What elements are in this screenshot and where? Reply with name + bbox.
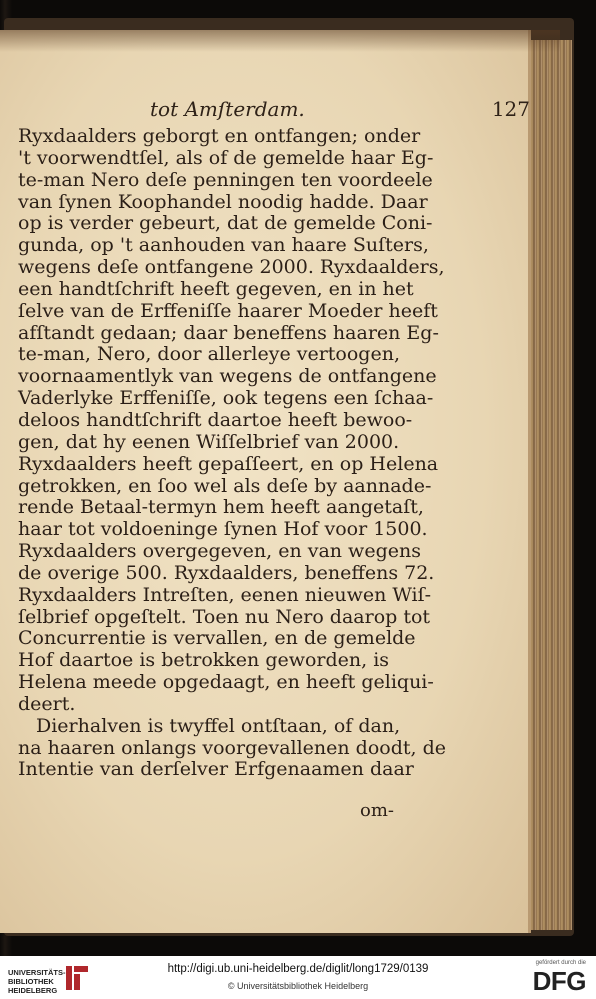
dfg-logo[interactable]: DFG — [532, 966, 586, 996]
text-line: een handtſchrift heeft gegeven, en in het — [18, 277, 414, 300]
text-line: deloos handtſchrift daartoe heeft bewoo- — [18, 408, 413, 431]
text-line: ſelve van de Erffeniſſe haarer Moeder heeft — [18, 299, 438, 322]
body-text — [18, 125, 447, 781]
text-line: van ſynen Koophandel noodig hadde. Daar — [18, 190, 428, 213]
text-line: gen, dat hy eenen Wiſſelbrief van 2000. — [18, 430, 400, 453]
text-line: de overige 500. Ryxdaalders, beneffens 72. — [18, 561, 435, 584]
text-line: wegens deſe ontfangene 2000. Ryxdaalders, — [18, 256, 445, 279]
text-line: Ryxdaalders Intreſten, eenen nieuwen Wiſ- — [18, 583, 432, 606]
page-number: 127 — [491, 97, 530, 121]
text-line: Ryxdaalders overgegeven, en van wegens — [18, 540, 421, 563]
text-line: ſelbrief opgeſtelt. Toen nu Nero daarop tot — [18, 605, 431, 628]
text-line: afſtandt gedaan; daar beneffens haaren Eg- — [18, 321, 439, 344]
text-line: Dierhalven is twyffel ontſtaan, of dan, — [36, 714, 401, 737]
text-line: getrokken, en ſoo wel als deſe by aannade- — [18, 474, 432, 497]
funded-by-label: gefördert durch die — [535, 960, 586, 966]
text-line: te-man Nero deſe penningen ten voordeele — [18, 168, 433, 191]
text-line: Ryxdaalders heeft gepaſſeert, en op Helena — [18, 452, 439, 475]
institution-name: UNIVERSITÄTS-BIBLIOTHEK HEIDELBERG — [8, 968, 66, 995]
text-line: haar tot voldoeninge ſynen Hof voor 1500. — [18, 518, 428, 541]
text-line: deert. — [18, 692, 76, 715]
document-url[interactable]: http://digi.ub.uni-heidelberg.de/diglit/long1729/0139 — [167, 963, 429, 975]
text-line: Intentie van derſelver Erfgenaamen daar — [18, 758, 414, 781]
copyright-notice: © Universitätsbibliothek Heidelberg — [227, 981, 369, 991]
text-line: te-man, Nero, door allerleye vertoogen, — [18, 343, 400, 366]
text-line: Vaderlyke Erffeniſſe, ook tegens een ſchaa- — [18, 387, 434, 410]
text-line: gunda, op 't aanhouden van haare Suſters, — [18, 234, 429, 257]
text-line: Hof daartoe is betrokken geworden, is — [18, 649, 390, 672]
running-header — [150, 97, 530, 127]
text-line: op is verder gebeurt, dat de gemelde Coni- — [18, 212, 433, 235]
text-line: Ryxdaalders geborgt en ontfangen; onder — [18, 125, 421, 147]
text-line: Concurrentie is vervallen, en de gemelde — [18, 627, 416, 650]
text-line: rende Betaal-termyn hem heeft aangetaſt, — [18, 496, 424, 519]
catchword: om- — [360, 800, 394, 821]
viewer-footer — [0, 956, 596, 999]
running-title: tot Amſterdam. — [150, 97, 305, 121]
page-shadow — [0, 30, 560, 52]
text-line: Helena meede opgedaagt, en heeft geliqui- — [18, 671, 434, 694]
text-line: 't voorwendtſel, als of de gemelde haar Eg- — [18, 146, 434, 169]
text-line: na haaren onlangs voorgevallenen doodt, de — [18, 736, 447, 759]
text-line: voornaamentlyk van wegens de ontfangene — [18, 365, 437, 388]
